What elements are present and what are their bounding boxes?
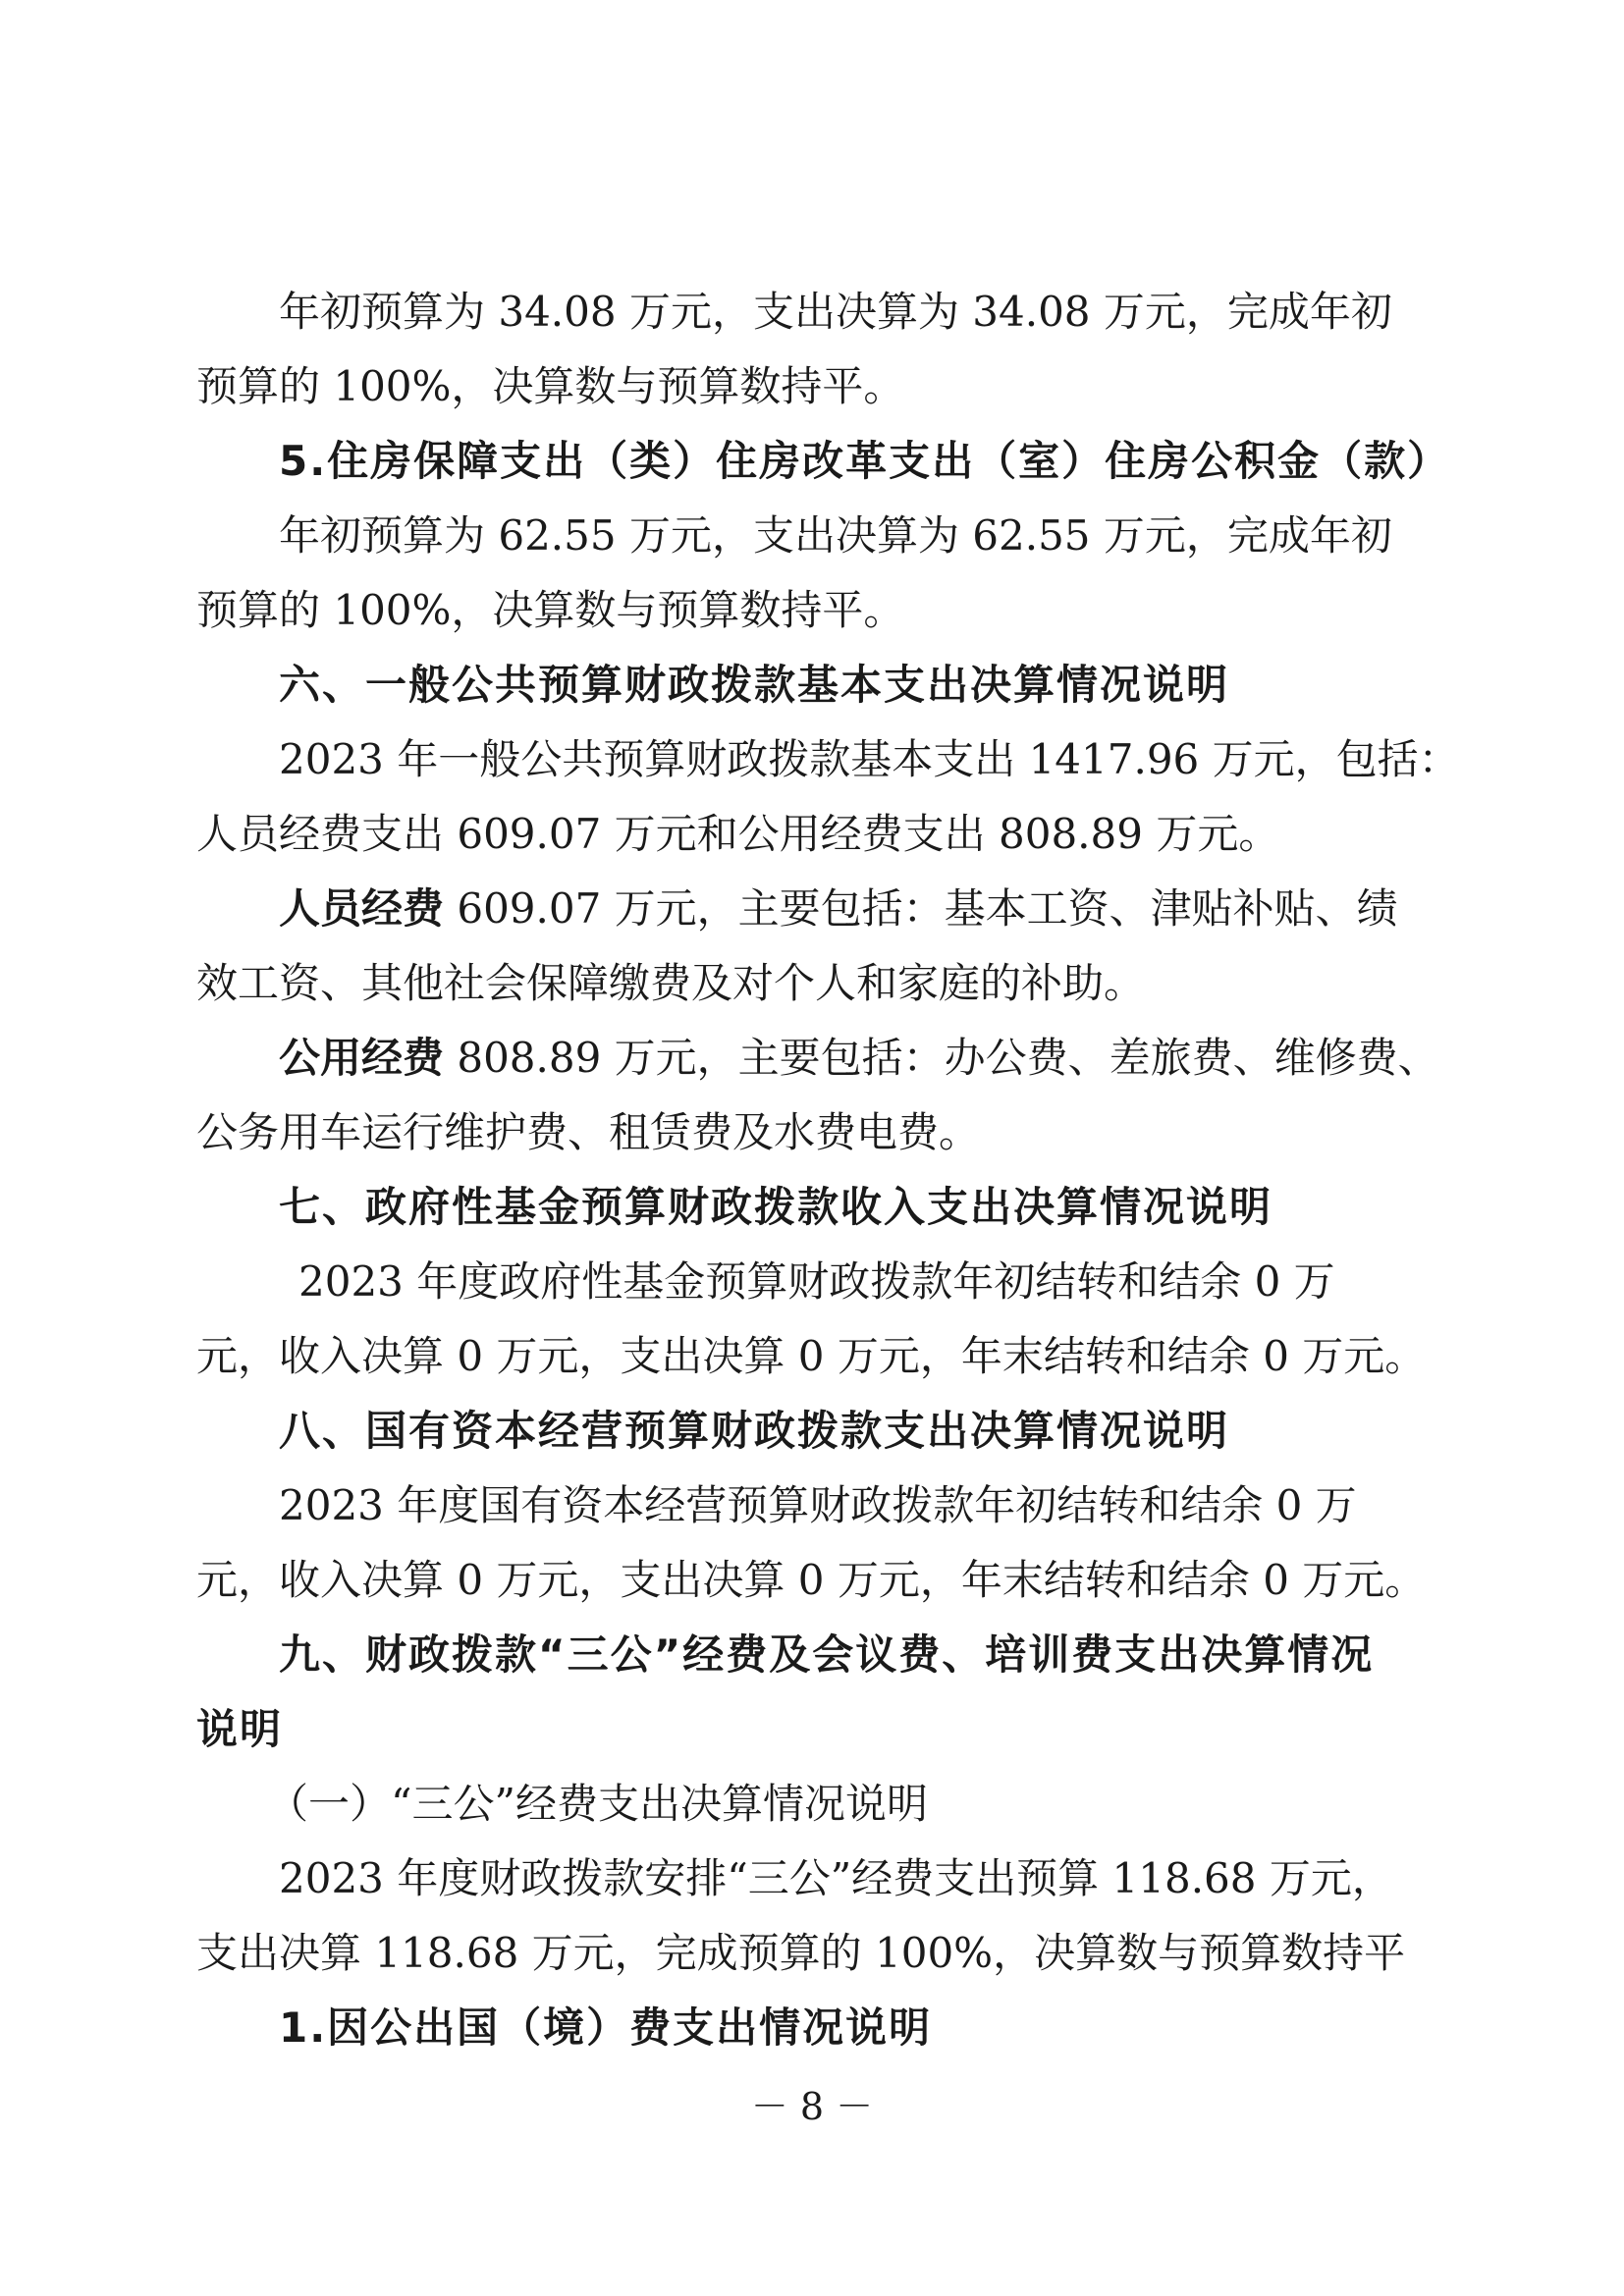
paragraph-line: 支出决算 118.68 万元，完成预算的 100%，决算数与预算数持平	[196, 1929, 1406, 1977]
page-body	[196, 275, 1460, 2065]
paragraph-text: 609.07 万元，主要包括：基本工资、津贴补贴、绩	[444, 884, 1398, 933]
paragraph-line	[196, 1021, 1443, 1095]
paragraph-line: 预算的 100%，决算数与预算数持平。	[196, 362, 905, 410]
subsection-heading: （一）“三公”经费支出决算情况说明	[267, 1780, 928, 1828]
paragraph-line: 年初预算为 62.55 万元，支出决算为 62.55 万元，完成年初	[279, 511, 1392, 560]
section-heading: 八、国有资本经营预算财政拨款支出决算情况说明	[279, 1407, 1230, 1455]
paragraph-line: 预算的 100%，决算数与预算数持平。	[196, 586, 905, 634]
section-heading: 九、财政拨款“三公”经费及会议费、培训费支出决算情况	[279, 1630, 1375, 1679]
paragraph-line: 2023 年度财政拨款安排“三公”经费支出预算 118.68 万元，	[279, 1854, 1393, 1902]
section-heading-continued: 说明	[196, 1705, 284, 1753]
bold-lead-text: 公用经费	[279, 1034, 445, 1082]
section-heading: 七、政府性基金预算财政拨款收入支出决算情况说明	[279, 1183, 1273, 1231]
section-heading: 六、一般公共预算财政拨款基本支出决算情况说明	[279, 661, 1230, 709]
paragraph-line: 效工资、其他社会保障缴费及对个人和家庭的补助。	[196, 959, 1146, 1007]
paragraph-line: 元，收入决算 0 万元，支出决算 0 万元，年末结转和结余 0 万元。	[196, 1556, 1427, 1604]
paragraph-line: 公务用车运行维护费、租赁费及水费电费。	[196, 1108, 981, 1156]
paragraph-line: 元，收入决算 0 万元，支出决算 0 万元，年末结转和结余 0 万元。	[196, 1332, 1427, 1380]
bold-lead-text: 人员经费	[279, 884, 445, 933]
paragraph-line: 年初预算为 34.08 万元，支出决算为 34.08 万元，完成年初	[279, 288, 1392, 336]
section-heading: 5.住房保障支出（类）住房改革支出（室）住房公积金（款）	[279, 437, 1451, 485]
paragraph-text: 808.89 万元，主要包括：办公费、差旅费、维修费、	[444, 1034, 1439, 1082]
section-heading: 1.因公出国（境）费支出情况说明	[279, 2003, 933, 2052]
paragraph-line: 2023 年度政府性基金预算财政拨款年初结转和结余 0 万	[298, 1257, 1335, 1306]
paragraph-line: 2023 年一般公共预算财政拨款基本支出 1417.96 万元，包括：	[279, 735, 1460, 783]
paragraph-line	[196, 872, 1443, 946]
paragraph-line: 人员经费支出 609.07 万元和公用经费支出 808.89 万元。	[196, 810, 1280, 858]
paragraph-line: 2023 年度国有资本经营预算财政拨款年初结转和结余 0 万	[279, 1481, 1357, 1529]
page-number: － 8 －	[750, 2085, 874, 2128]
